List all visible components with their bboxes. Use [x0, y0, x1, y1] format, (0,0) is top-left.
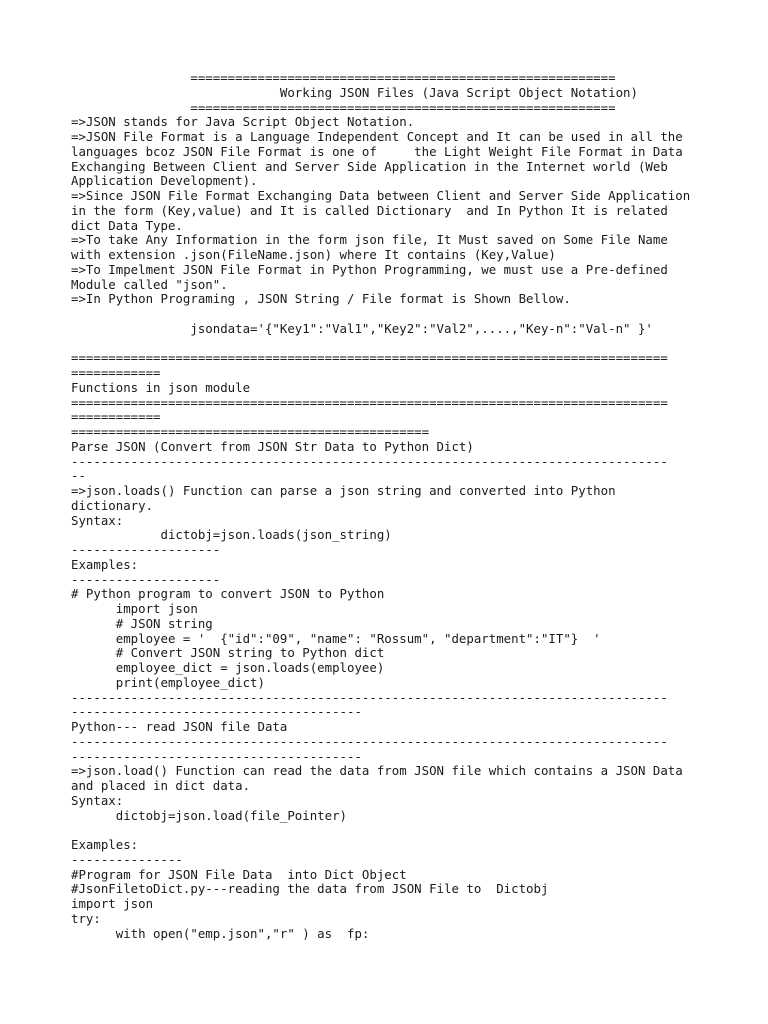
text-line: =>JSON File Format is a Language Independent Concept and It can be used in all the: [71, 129, 683, 144]
text-line: =>To Impelment JSON File Format in Python Programming, we must use a Pre-defined: [71, 261, 668, 277]
dash-rule: --------------------: [71, 542, 221, 557]
code-line: import json: [71, 601, 198, 616]
code-line: jsondata='{"Key1":"Val1","Key2":"Val2",....,"Key-n":"Val-n" }': [71, 320, 653, 336]
section-heading: Functions in json module: [71, 379, 251, 395]
text-line: =>Since JSON File Format Exchanging Data between Client and Server Side Application: [71, 188, 691, 203]
dash-rule: --------------------------------------------------------------------------------: [71, 689, 668, 705]
code-line: import json: [71, 896, 154, 911]
text-line: =>To take Any Information in the form json file, It Must saved on Some File Name: [71, 232, 668, 248]
text-line: in the form (Key,value) and It is called Dictionary and In Python It is related: [71, 202, 668, 218]
blank-line: [71, 307, 751, 322]
code-line: employee_dict = json.loads(employee): [71, 660, 385, 675]
text-line: =>In Python Programing , JSON String / File format is Shown Bellow.: [71, 291, 571, 307]
text-line: Syntax:: [71, 512, 124, 528]
text-line: Exchanging Between Client and Server Side Application in the Internet world (Web: [71, 158, 668, 174]
code-line: employee = ' {"id":"09", "name": "Rossum", "department":"IT"} ': [71, 630, 601, 646]
dash-rule: ---------------------------------------: [71, 704, 362, 720]
document-title: Working JSON Files (Java Script Object Notation): [71, 84, 638, 100]
text-line: =>json.loads() Function can parse a json string and converted into Python: [71, 483, 616, 498]
dash-rule: --------------------: [71, 571, 221, 587]
code-line: dictobj=json.load(file_Pointer): [71, 807, 348, 823]
title-rule-top: =========================================================: [71, 70, 616, 85]
dash-rule: --: [71, 468, 86, 484]
text-line: Examples:: [71, 556, 139, 572]
text-line: =>json.load() Function can read the data from JSON file which contains a JSON Data: [71, 763, 683, 779]
text-line: with extension .json(FileName.json) where It contains (Key,Value): [71, 247, 556, 262]
dash-rule: ---------------------------------------: [71, 748, 362, 764]
code-line: #JsonFiletoDict.py---reading the data from JSON File to Dictobj: [71, 881, 549, 897]
code-line: # Python program to convert JSON to Python: [71, 586, 385, 602]
blank-line: [71, 823, 751, 838]
dash-rule: --------------------------------------------------------------------------------: [71, 733, 668, 749]
dash-rule: ---------------: [71, 851, 183, 867]
text-line: dictionary.: [71, 497, 154, 513]
section-rule: ============: [71, 365, 161, 380]
section-rule: ================================================================================: [71, 350, 668, 366]
title-rule-bottom: =========================================================: [71, 99, 616, 115]
code-line: # JSON string: [71, 615, 213, 631]
text-line: and placed in dict data.: [71, 778, 251, 793]
section-rule: ================================================================================: [71, 394, 668, 410]
code-line: dictobj=json.loads(json_string): [71, 527, 392, 543]
section-heading: Parse JSON (Convert from JSON Str Data to Python Dict): [71, 438, 474, 454]
text-line: Examples:: [71, 837, 139, 852]
code-line: with open("emp.json","r" ) as fp:: [71, 925, 370, 941]
section-heading: Python--- read JSON file Data: [71, 719, 288, 734]
text-line: Module called "json".: [71, 276, 228, 292]
text-line: Application Development).: [71, 173, 258, 189]
code-line: print(employee_dict): [71, 674, 265, 690]
text-line: languages bcoz JSON File Format is one of the Light Weight File Format in Data: [71, 143, 683, 159]
dash-rule: --------------------------------------------------------------------------------: [71, 453, 668, 469]
code-line: try:: [71, 910, 101, 926]
document-page: [71, 71, 751, 941]
section-rule: ================================================: [71, 424, 430, 439]
blank-line: [71, 337, 751, 352]
text-line: dict Data Type.: [71, 217, 183, 233]
text-line: Syntax:: [71, 792, 124, 808]
code-line: #Program for JSON File Data into Dict Object: [71, 866, 407, 882]
code-line: # Convert JSON string to Python dict: [71, 645, 385, 661]
text-line: =>JSON stands for Java Script Object Notation.: [71, 114, 415, 130]
section-rule: ============: [71, 409, 161, 425]
